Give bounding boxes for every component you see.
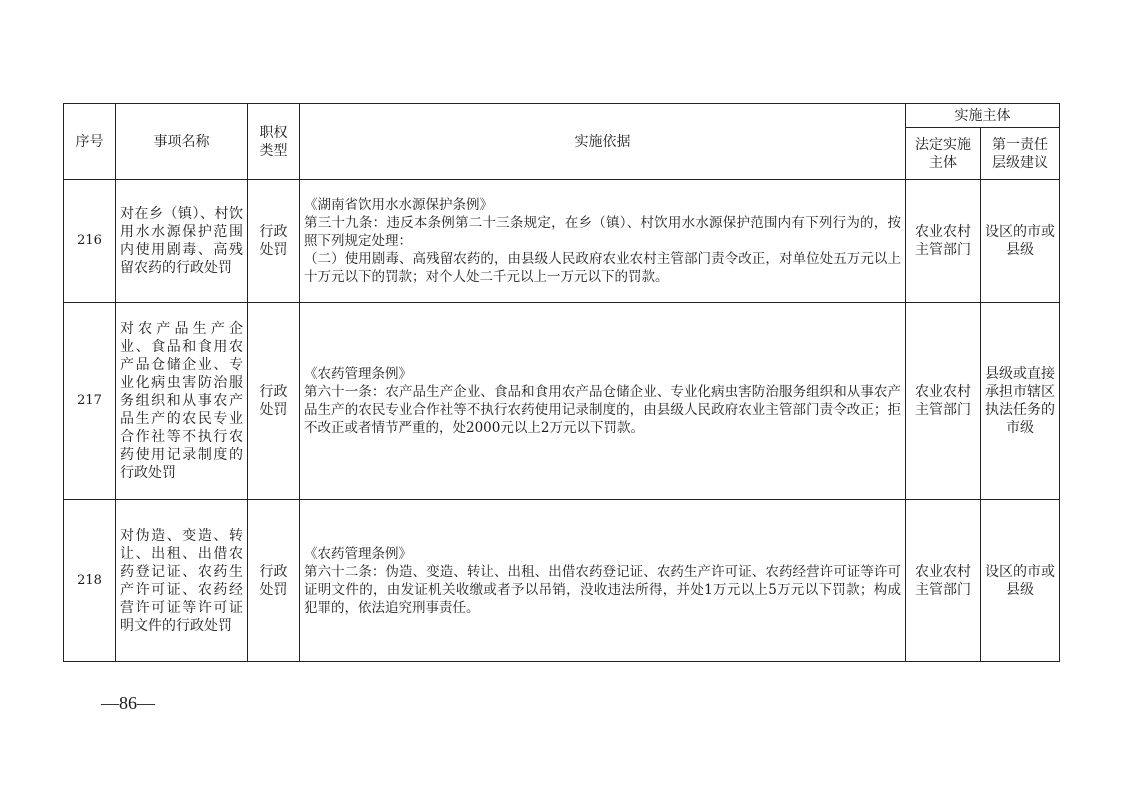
row-power-type: 行政处罚 — [248, 180, 300, 303]
basis-title: 《农药管理条例》 — [304, 366, 412, 382]
row-item-name: 对在乡（镇）、村饮用水水源保护范围内使用剧毒、高残留农药的行政处罚 — [116, 180, 248, 303]
table-row — [64, 500, 1060, 662]
row-item-name: 对农产品生产企业、食品和食用农产品仓储企业、专业化病虫害防治服务组织和从事农产品生产的农民专业合作社等不执行农药使用记录制度的行政处罚 — [116, 303, 248, 500]
row-first-level: 设区的市或县级 — [981, 180, 1060, 303]
row-legal-subject: 农业农村主管部门 — [906, 303, 981, 500]
row-first-level: 设区的市或县级 — [981, 500, 1060, 662]
row-seq: 218 — [64, 500, 116, 662]
basis-line: （二）使用剧毒、高残留农药的，由县级人民政府农业农村主管部门责令改正，对单位处五万元以上十万元以下的罚款；对个人处二千元以上一万元以下的罚款。 — [304, 251, 901, 285]
row-legal-subject: 农业农村主管部门 — [906, 180, 981, 303]
row-legal-subject: 农业农村主管部门 — [906, 500, 981, 662]
header-power-type: 职权类型 — [248, 104, 300, 180]
table-row — [64, 303, 1060, 500]
basis-line: 第六十一条：农产品生产企业、食品和食用农产品仓储企业、专业化病虫害防治服务组织和从事农产品生产的农民专业合作社等不执行农药使用记录制度的，由县级人民政府农业主管部门责令改正；拒不改正或者情节严重的，处2000元以上2万元以下罚款。 — [304, 384, 901, 436]
row-basis — [300, 500, 906, 662]
row-seq: 216 — [64, 180, 116, 303]
header-item-name: 事项名称 — [116, 104, 248, 180]
basis-line: 第六十二条：伪造、变造、转让、出租、出借农药登记证、农药生产许可证、农药经营许可证等许可证明文件的，由发证机关收缴或者予以吊销，没收违法所得，并处1万元以上5万元以下罚款；构成犯罪的，依法追究刑事责任。 — [304, 563, 901, 616]
row-power-type: 行政处罚 — [248, 303, 300, 500]
page-number: —86— — [101, 693, 155, 713]
header-first-level: 第一责任层级建议 — [981, 128, 1060, 180]
header-seq: 序号 — [64, 104, 116, 180]
row-first-level: 县级或直接承担市辖区执法任务的市级 — [981, 303, 1060, 500]
enforcement-items-table — [63, 103, 1060, 662]
row-basis — [300, 180, 906, 303]
basis-title: 《湖南省饮用水水源保护条例》 — [304, 197, 493, 213]
basis-title: 《农药管理条例》 — [304, 545, 412, 562]
row-item-name: 对伪造、变造、转让、出租、出借农药登记证、农药生产许可证、农药经营许可证等许可证明文件的行政处罚 — [116, 500, 248, 662]
basis-line: 第三十九条：违反本条例第二十三条规定，在乡（镇）、村饮用水水源保护范围内有下列行为的，按照下列规定处理： — [304, 215, 901, 249]
header-basis: 实施依据 — [300, 104, 906, 180]
table-row — [64, 180, 1060, 303]
row-seq: 217 — [64, 303, 116, 500]
row-basis — [300, 303, 906, 500]
header-legal-subject: 法定实施主体 — [906, 128, 981, 180]
row-power-type: 行政处罚 — [248, 500, 300, 662]
header-subject-group: 实施主体 — [906, 104, 1060, 128]
